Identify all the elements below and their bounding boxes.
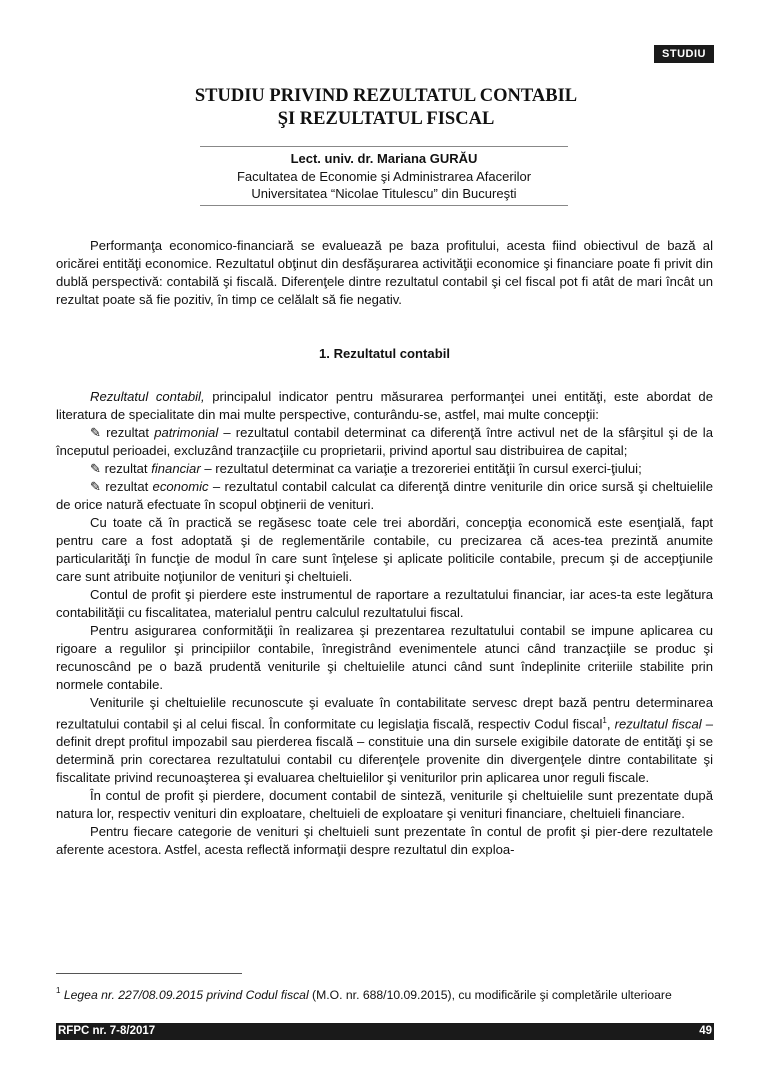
title-line-2: ŞI REZULTATUL FISCAL	[277, 109, 495, 129]
section-heading: 1. Rezultatul contabil	[319, 346, 450, 361]
pencil-icon: ✎	[90, 461, 101, 476]
section-badge: STUDIU	[654, 45, 714, 63]
footnote: $^1$ Legea nr. 227/08.09.2015 privind Codul fiscal (M.O. nr. 688/10.09.2015), cu modificările şi completările ulterioare	[56, 986, 672, 1002]
author-name: Lect. univ. dr. Mariana GURĂU	[290, 151, 478, 166]
footnote-law: Legea nr. 227/08.09.2015 privind Codul fiscal	[63, 988, 309, 1002]
paragraph-3: Contul de profit şi pierdere este instrumentul de raportare a rezultatului financiar, iar aces-ta este legătura contabilităţii cu fiscalitatea, materialul pentru calculul rezultatului fiscal.	[56, 587, 713, 620]
intro-section	[56, 237, 713, 309]
term-rezultat-contabil: Rezultatul contabil,	[90, 389, 205, 404]
page-number: 49	[699, 1025, 712, 1037]
author-block	[200, 146, 568, 206]
paragraph-4: Pentru asigurarea conformităţii în realizarea şi prezentarea rezultatului contabil se impune aplicarea cu rigoare a regulilor şi principiilor contabile, înregistrând evenimentele atunci când tranzacţiile se produc şi recunoscând pe o bază prudentă veniturile şi cheltuielile atunci când sunt îndeplinite criteriile stabilite prin normele contabile.	[56, 623, 713, 692]
paragraph-5: Veniturile şi cheltuielile recunoscute şi evaluate în contabilitate servesc drept bază pentru determinarea rezultatului contabil şi al celui fiscal. În conformitate cu legislaţia fiscală, respectiv Codul fiscal$^1$, rezultatul fiscal – definit drept profitul impozabil sau pierderea fiscală – constituie una din sursele exigibile datorate de entităţi şi se determină prin corectarea rezultatului contabil cu diferenţele provenite din divergenţele dintre contabilitate şi fiscalitate privind recunoaşterea şi evaluarea cheltuielilor şi veniturilor prin aplicarea unor reguli fiscale.	[56, 695, 713, 786]
paragraph-6: În contul de profit şi pierdere, document contabil de sinteză, veniturile şi cheltuielile sunt prezentate după natura lor, respectiv venituri din exploatare, cheltuieli de exploatare şi venituri financiare, cheltuieli financiare.	[56, 788, 713, 822]
bullet-economic: ✎ rezultat economic – rezultatul contabil calculat ca diferenţă dintre veniturile din orice sursă şi cheltuielile de orice natură efectuate în scopul obţinerii de venituri.	[56, 479, 713, 512]
article-title	[60, 85, 712, 131]
intro-paragraph: Performanţa economico-financiară se evaluează pe baza profitului, acesta fiind obiectivul de bază al oricărei entităţi economice. Rezultatul obţinut din desfăşurarea activităţii economice şi financiare poate fi privit din dublă perspectivă: contabilă şi fiscală. Diferenţele dintre rezultatul contabil şi cel fiscal pot fi atât de mari încât un rezultat poate să fie pozitiv, în timp ce celălalt să fie negativ.	[56, 238, 713, 307]
author-faculty: Facultatea de Economie şi Administrarea Afacerilor	[236, 168, 532, 184]
footnote-divider	[56, 973, 242, 974]
pencil-icon: ✎	[90, 425, 101, 440]
journal-issue: RFPC nr. 7-8/2017	[58, 1025, 156, 1037]
bullet-patrimonial: ✎ rezultat patrimonial – rezultatul contabil determinat ca diferenţă între activul net de la sfârşitul şi de la începutul perioadei, excluzând tranzacţiile cu proprietarii, privind aportul sau distribuirea de capital;	[56, 425, 713, 458]
paragraph-1: Rezultatul contabil, principalul indicator pentru măsurarea performanţei unei entităţi, este abordat de literatura de specialitate din mai multe perspective, conturându-se, astfel, mai multe concepţii:	[56, 389, 713, 422]
section-body	[56, 388, 713, 859]
footnote-number: 1	[56, 986, 61, 995]
author-university: Universitatea “Nicolae Titulescu” din Bucureşti	[251, 186, 517, 201]
title-line-1: STUDIU PRIVIND REZULTATUL CONTABIL	[194, 86, 578, 106]
paragraph-2: Cu toate că în practică se regăsesc toate cele trei abordări, concepţia economică este esenţială, fapt pentru care a fost adoptată şi de reglementările contabile, cu precizarea că aces-tea prezintă anumite particularităţi în funcţie de modul în care sunt înţelese şi aplicate politicile contabile, precum şi de accepţiunile care sunt atribuite noţiunilor de venituri şi cheltuieli.	[56, 515, 713, 584]
pencil-icon: ✎	[90, 479, 101, 494]
paragraph-7: Pentru fiecare categorie de venituri şi cheltuieli sunt prezentate în contul de profit şi pier-dere rezultatele aferente acestora. Astfel, acesta reflectă informaţii despre rezultatul din exploa-	[56, 824, 713, 858]
bullet-financiar: ✎ rezultat financiar – rezultatul determinat ca variaţie a trezoreriei entităţii în cursul exerci-ţiului;	[90, 461, 642, 476]
footer-bar	[56, 1023, 714, 1040]
footnote-ref[interactable]: 1	[602, 716, 607, 725]
